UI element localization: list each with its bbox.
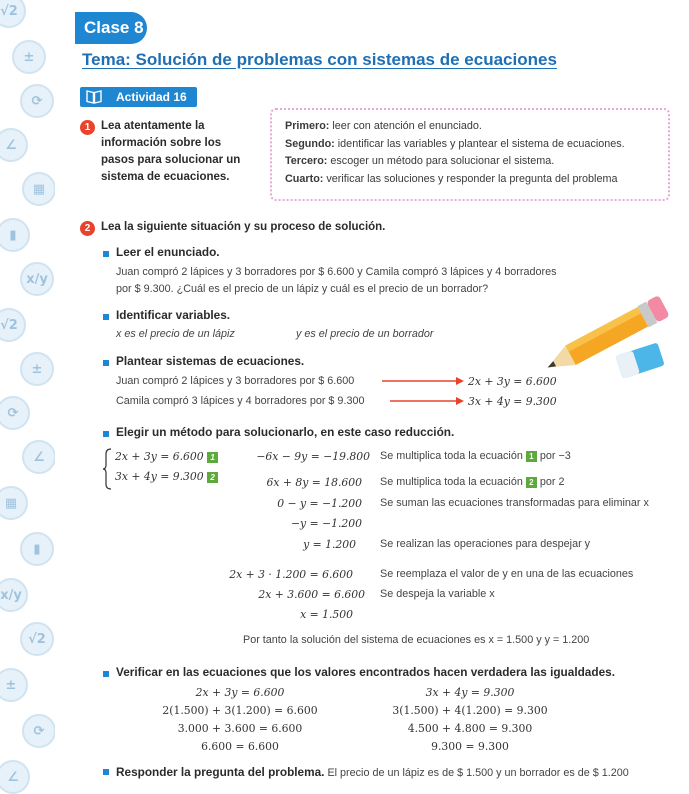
line-chart-icon: ∠ <box>0 760 30 794</box>
fraction-icon: ± <box>0 668 28 702</box>
bullet <box>103 431 109 437</box>
step-number-2: 2 <box>80 221 95 236</box>
verify-right: 4.500 + 4.800 = 9.300 <box>407 722 533 735</box>
recycle-icon: ⟳ <box>0 396 30 430</box>
fraction-icon: ± <box>12 40 46 74</box>
bar-chart-icon: ▮ <box>0 218 30 252</box>
var-y: y es el precio de un borrador <box>296 328 434 340</box>
calculator-icon: ▦ <box>0 486 28 520</box>
pencil-eraser-illustration <box>530 290 680 385</box>
step-item-segundo <box>285 136 660 154</box>
line-chart-icon: ∠ <box>0 128 28 162</box>
problem-line-2: por $ 9.300. ¿Cuál es el precio de un lápiz y cuál es el precio de un borrador? <box>116 283 489 295</box>
sqrt-icon: √2 <box>0 0 26 28</box>
system-row2-text: Camila compró 3 lápices y 4 borradores por $ 9.300 <box>116 395 365 407</box>
note-text: por 2 <box>536 476 565 488</box>
reduction-eq: x = 1.500 <box>300 608 353 621</box>
read-label: Leer el enunciado. <box>116 245 220 259</box>
reduction-note: Se reemplaza el valor de y en una de las ecuaciones <box>380 568 634 580</box>
bullet <box>103 314 109 320</box>
step-text: identificar las variables y plantear el sistema de ecuaciones. <box>334 137 625 150</box>
reduction-eq: y = 1.200 <box>303 538 356 551</box>
activity-badge: Actividad 16 <box>80 87 197 107</box>
answer-text: El precio de un lápiz es de $ 1.500 y un borrador es de $ 1.200 <box>324 767 629 779</box>
recycle-icon: ⟳ <box>22 714 55 748</box>
bar-chart-icon: ▮ <box>20 532 54 566</box>
vars-label: Identificar variables. <box>116 308 231 322</box>
note-text: por −3 <box>536 450 571 462</box>
solution-conclusion: Por tanto la solución del sistema de ecuaciones es x = 1.500 y y = 1.200 <box>243 634 590 646</box>
step2-title: Lea la siguiente situación y su proceso de solución. <box>101 221 386 233</box>
step-label: Primero: <box>285 120 330 132</box>
step-label: Segundo: <box>285 137 335 150</box>
step1-instruction <box>101 118 271 186</box>
system-row1-eq: 2x + 3y = 6.600 <box>468 375 557 388</box>
note-text: Se multiplica toda la ecuación <box>380 476 526 488</box>
reduction-eq: 6x + 8y = 18.600 <box>266 476 362 489</box>
steps-box <box>270 108 670 201</box>
verify-left: 2x + 3y = 6.600 <box>195 686 285 699</box>
eq-text: 3x + 4y = 9.300 <box>115 470 204 483</box>
bullet <box>103 251 109 257</box>
arrow-icon <box>390 396 464 406</box>
reduction-eq: −y = −1.200 <box>290 517 362 530</box>
var-x: x es el precio de un lápiz <box>116 328 235 340</box>
step-item-primero <box>285 118 660 136</box>
bullet <box>103 769 109 775</box>
xy-fraction-icon: x/y <box>20 262 54 296</box>
eq-badge-1: 1 <box>526 451 537 462</box>
calculator-icon: ▦ <box>22 172 55 206</box>
step1-line: información sobre los <box>101 137 222 149</box>
recycle-icon: ⟳ <box>20 84 54 118</box>
sidebar-decoration <box>0 0 55 794</box>
eq-text: 2x + 3y = 6.600 <box>115 450 204 463</box>
reduction-note: Se realizan las operaciones para despejar y <box>380 538 591 550</box>
reduction-eq: 2x + 3.600 = 6.600 <box>258 588 365 601</box>
step-number-1: 1 <box>80 120 95 135</box>
verify-left: 2(1.500) + 3(1.200) = 6.600 <box>162 704 318 717</box>
system-brace <box>102 448 112 490</box>
step-item-tercero <box>285 153 660 171</box>
step-text: leer con atención el enunciado. <box>329 120 482 132</box>
class-label: Clase 8 <box>75 12 147 44</box>
verify-right: 3x + 4y = 9.300 <box>425 686 515 699</box>
fraction-icon: ± <box>20 352 54 386</box>
step1-line: sistema de ecuaciones. <box>101 171 230 183</box>
system-label: Plantear sistemas de ecuaciones. <box>116 354 305 368</box>
page-title: Tema: Solución de problemas con sistemas de ecuaciones <box>82 50 557 69</box>
answer-label: Responder la pregunta del problema. <box>116 765 325 779</box>
reduction-eq: 0 − y = −1.200 <box>277 497 362 510</box>
bullet <box>103 671 109 677</box>
problem-line-1: Juan compró 2 lápices y 3 borradores por $ 6.600 y Camila compró 3 lápices y 4 borradores <box>116 266 557 278</box>
system-row2-eq: 3x + 4y = 9.300 <box>468 395 557 408</box>
reduction-eq: −6x − 9y = −19.800 <box>256 450 370 463</box>
step-label: Tercero: <box>285 155 328 167</box>
verify-right: 3(1.500) + 4(1.200) = 9.300 <box>392 704 548 717</box>
verify-right: 9.300 = 9.300 <box>431 740 509 753</box>
reduction-note <box>380 450 571 462</box>
answer-line <box>116 763 629 781</box>
reduction-note <box>380 476 564 488</box>
step-text: escoger un método para solucionar el sistema. <box>327 155 555 167</box>
eq-badge-2: 2 <box>526 477 537 488</box>
arrow-icon <box>382 376 464 386</box>
reduction-note: Se suman las ecuaciones transformadas para eliminar x <box>380 497 649 509</box>
reduction-note: Se despeja la variable x <box>380 588 495 600</box>
line-chart-icon: ∠ <box>22 440 55 474</box>
verify-label: Verificar en las ecuaciones que los valores encontrados hacen verdadera las igualdades. <box>116 665 615 679</box>
step-label: Cuarto: <box>285 172 324 185</box>
xy-fraction-icon: x/y <box>0 578 28 612</box>
step-item-cuarto <box>285 171 660 189</box>
note-text: Se multiplica toda la ecuación <box>380 450 526 462</box>
verify-left: 6.600 = 6.600 <box>201 740 279 753</box>
system-row1-text: Juan compró 2 lápices y 3 borradores por $ 6.600 <box>116 375 355 387</box>
method-label: Elegir un método para solucionarlo, en este caso reducción. <box>116 425 455 439</box>
reduction-eq: 2x + 3 · 1.200 = 6.600 <box>229 568 353 581</box>
book-icon <box>86 89 102 104</box>
step-text: verificar las soluciones y responder la pregunta del problema <box>323 172 618 185</box>
sqrt-icon: √2 <box>0 308 26 342</box>
step1-line: Lea atentamente la <box>101 120 205 132</box>
verify-left: 3.000 + 3.600 = 6.600 <box>177 722 303 735</box>
eq-badge-1: 1 <box>207 452 218 463</box>
bullet <box>103 360 109 366</box>
eq-badge-2: 2 <box>207 472 218 483</box>
sqrt-icon: √2 <box>20 622 54 656</box>
step1-line: pasos para solucionar un <box>101 154 241 166</box>
